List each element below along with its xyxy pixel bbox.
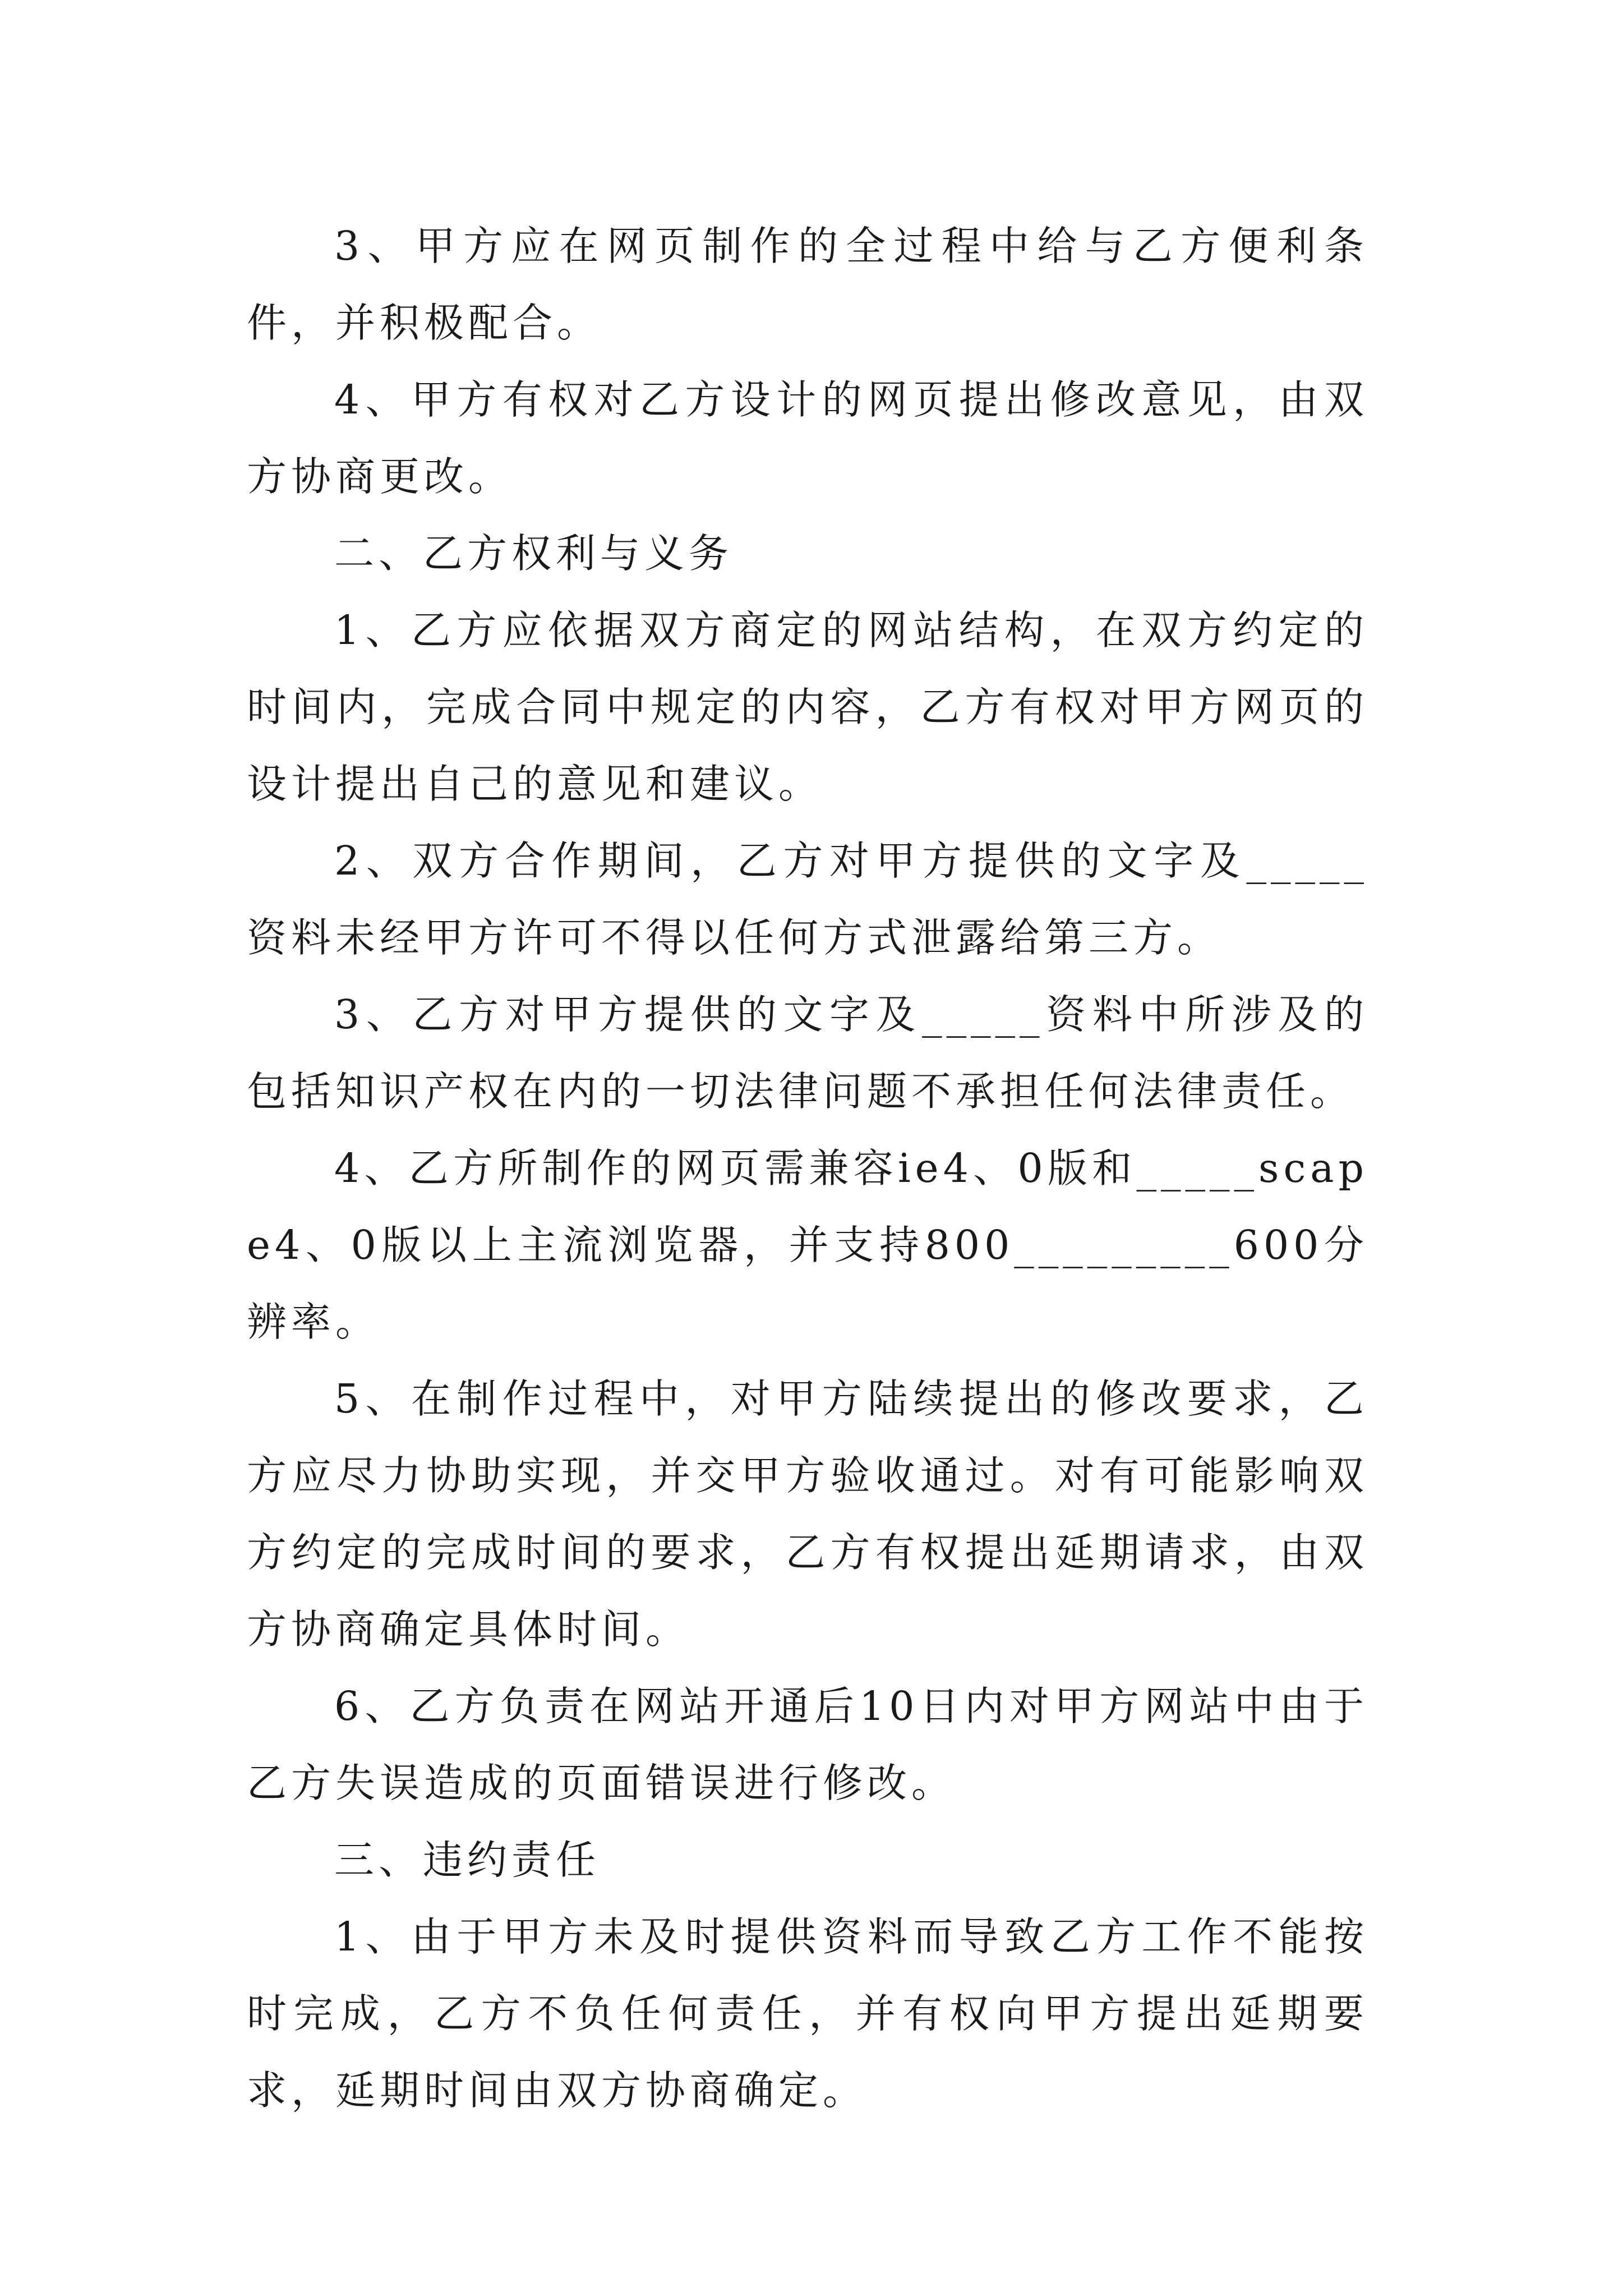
clause-a4-modification: 4、甲方有权对乙方设计的网页提出修改意见，由双方协商更改。: [247, 376, 1368, 500]
clause-a3-cooperation: 3、甲方应在网页制作的全过程中给与乙方便利条件，并积极配合。: [247, 223, 1368, 346]
contract-body: [247, 208, 1368, 2129]
clause-b1-structure: 1、乙方应依据双方商定的网站结构，在双方约定的时间内，完成合同中规定的内容，乙方有权对甲方网页的设计提出自己的意见和建议。: [247, 607, 1368, 807]
clause-b6-fixes: 6、乙方负责在网站开通后10日内对甲方网站中由于乙方失误造成的页面错误进行修改。: [247, 1683, 1368, 1806]
section-heading-party-b: 二、乙方权利与义务: [334, 530, 734, 577]
section-heading-liability: 三、违约责任: [334, 1837, 601, 1883]
clause-b3-legal: 3、乙方对甲方提供的文字及_____资料中所涉及的包括知识产权在内的一切法律问题不承担任何法律责任。: [247, 991, 1368, 1115]
clause-b2-confidentiality: 2、双方合作期间，乙方对甲方提供的文字及_____资料未经甲方许可不得以任何方式泄露给第三方。: [247, 838, 1368, 961]
clause-b5-changes: 5、在制作过程中，对甲方陆续提出的修改要求，乙方应尽力协助实现，并交甲方验收通过。对有可能影响双方约定的完成时间的要求，乙方有权提出延期请求，由双方协商确定具体时间。: [247, 1375, 1368, 1653]
clause-b4-compatibility: 4、乙方所制作的网页需兼容ie4、0版和_____scape4、0版以上主流浏览器，并支持800_________600分辨率。: [247, 1145, 1368, 1345]
clause-c1-delay: 1、由于甲方未及时提供资料而导致乙方工作不能按时完成，乙方不负任何责任，并有权向甲方提出延期要求，延期时间由双方协商确定。: [247, 1913, 1368, 2114]
